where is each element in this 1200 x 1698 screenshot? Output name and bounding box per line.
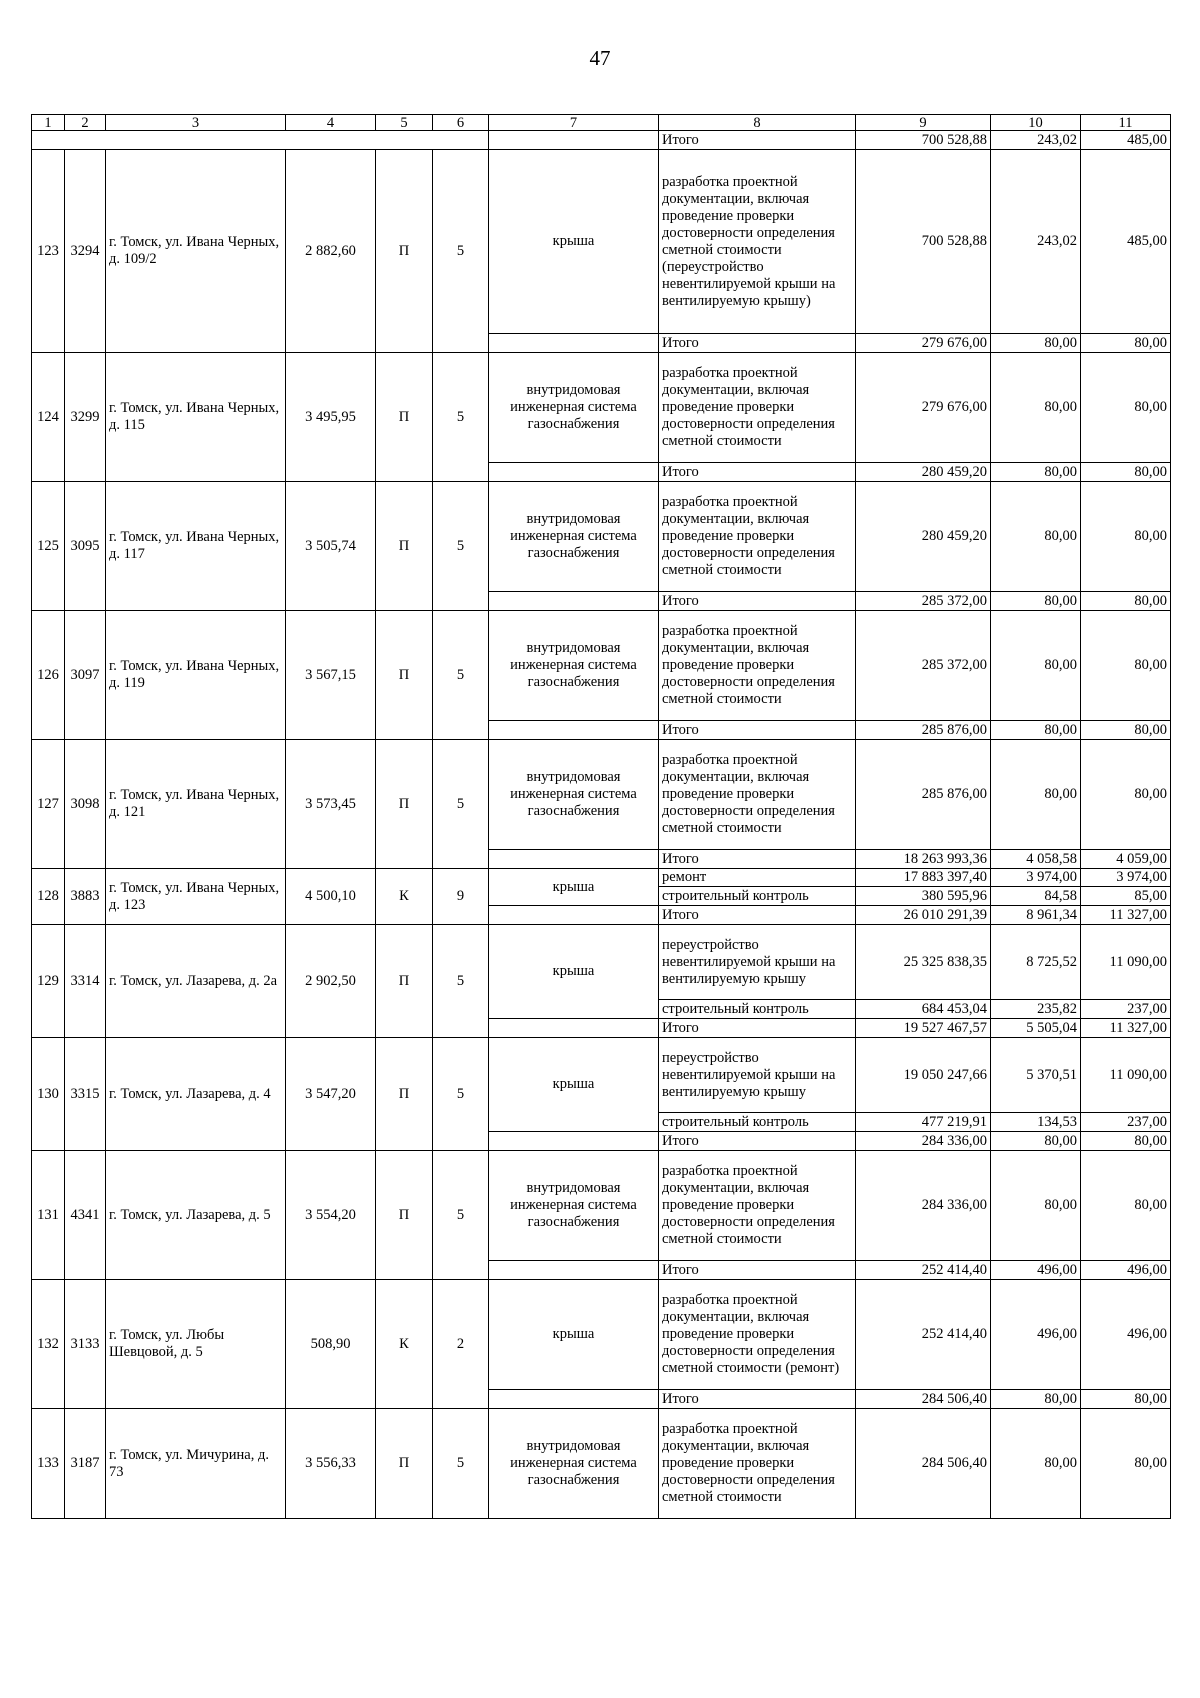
floors-cell: 5 (433, 1409, 489, 1519)
area-cell: 2 902,50 (286, 925, 376, 1038)
table-row (32, 611, 1171, 721)
empty-cell (489, 850, 659, 869)
header-cell: 7 (489, 115, 659, 131)
cost-cell: 284 506,40 (856, 1409, 991, 1519)
element-cell: внутридомовая инженерная система газоснабжения (489, 740, 659, 850)
cost-cell: 700 528,88 (856, 131, 991, 150)
wall-material-cell: П (376, 482, 433, 611)
work-type-cell: переустройство невентилируемой крыши на вентилируемую крышу (659, 925, 856, 1000)
house-code-cell: 3883 (65, 869, 106, 925)
wall-material-cell: П (376, 353, 433, 482)
work-type-cell: разработка проектной документации, включая проведение проверки достоверности определения сметной стоимости (659, 740, 856, 850)
unit-cost-cell: 4 058,58 (991, 850, 1081, 869)
unit-cost-cell: 80,00 (991, 611, 1081, 721)
house-code-cell: 3133 (65, 1280, 106, 1409)
area-cell: 3 556,33 (286, 1409, 376, 1519)
element-cell: крыша (489, 1038, 659, 1132)
page-number: 47 (589, 46, 611, 70)
row-number-cell: 123 (32, 150, 65, 353)
unit-cost-cell: 5 370,51 (991, 1038, 1081, 1113)
house-code-cell: 3315 (65, 1038, 106, 1151)
floors-cell: 2 (433, 1280, 489, 1409)
unit-cost-cell: 80,00 (991, 353, 1081, 463)
work-type-cell: строительный контроль (659, 887, 856, 906)
cost-cell: 279 676,00 (856, 353, 991, 463)
wall-material-cell: П (376, 925, 433, 1038)
work-type-cell: разработка проектной документации, включая проведение проверки достоверности определения сметной стоимости (659, 1151, 856, 1261)
element-cell: внутридомовая инженерная система газоснабжения (489, 482, 659, 592)
row-number-cell: 128 (32, 869, 65, 925)
cost-cell: 285 372,00 (856, 611, 991, 721)
address-cell: г. Томск, ул. Лазарева, д. 5 (106, 1151, 286, 1280)
itogo-row (32, 131, 1171, 150)
table-row (32, 1280, 1171, 1390)
header-cell: 1 (32, 115, 65, 131)
unit-cost-cell: 80,00 (991, 740, 1081, 850)
limit-cost-cell: 485,00 (1081, 131, 1171, 150)
table-row (32, 740, 1171, 850)
area-cell: 3 573,45 (286, 740, 376, 869)
area-cell: 3 567,15 (286, 611, 376, 740)
element-cell: внутридомовая инженерная система газоснабжения (489, 611, 659, 721)
work-type-cell: ремонт (659, 869, 856, 887)
address-cell: г. Томск, ул. Ивана Черных, д. 109/2 (106, 150, 286, 353)
empty-cell (489, 1390, 659, 1409)
address-cell: г. Томск, ул. Ивана Черных, д. 123 (106, 869, 286, 925)
unit-cost-cell: 243,02 (991, 131, 1081, 150)
limit-cost-cell: 11 327,00 (1081, 1019, 1171, 1038)
limit-cost-cell: 11 090,00 (1081, 1038, 1171, 1113)
limit-cost-cell: 80,00 (1081, 353, 1171, 463)
area-cell: 3 505,74 (286, 482, 376, 611)
empty-cell (489, 1132, 659, 1151)
limit-cost-cell: 85,00 (1081, 887, 1171, 906)
floors-cell: 5 (433, 150, 489, 353)
limit-cost-cell: 485,00 (1081, 150, 1171, 334)
limit-cost-cell: 80,00 (1081, 1132, 1171, 1151)
wall-material-cell: К (376, 869, 433, 925)
header-cell: 6 (433, 115, 489, 131)
cost-cell: 280 459,20 (856, 463, 991, 482)
cost-cell: 700 528,88 (856, 150, 991, 334)
address-cell: г. Томск, ул. Любы Шевцовой, д. 5 (106, 1280, 286, 1409)
wall-material-cell: П (376, 1038, 433, 1151)
cost-cell: 19 050 247,66 (856, 1038, 991, 1113)
cost-cell: 477 219,91 (856, 1113, 991, 1132)
limit-cost-cell: 4 059,00 (1081, 850, 1171, 869)
row-number-cell: 124 (32, 353, 65, 482)
house-code-cell: 3095 (65, 482, 106, 611)
cost-cell: 380 595,96 (856, 887, 991, 906)
table-row (32, 1151, 1171, 1261)
table-row (32, 925, 1171, 1000)
limit-cost-cell: 3 974,00 (1081, 869, 1171, 887)
data-table (31, 114, 1171, 1519)
house-code-cell: 3097 (65, 611, 106, 740)
work-type-cell: разработка проектной документации, включая проведение проверки достоверности определения сметной стоимости (переустройство невентилируемой крыши на вентилируемую крышу) (659, 150, 856, 334)
cost-cell: 285 372,00 (856, 592, 991, 611)
row-number-cell: 130 (32, 1038, 65, 1151)
row-number-cell: 129 (32, 925, 65, 1038)
limit-cost-cell: 80,00 (1081, 721, 1171, 740)
header-cell: 5 (376, 115, 433, 131)
header-cell: 10 (991, 115, 1081, 131)
limit-cost-cell: 80,00 (1081, 334, 1171, 353)
unit-cost-cell: 3 974,00 (991, 869, 1081, 887)
house-code-cell: 3299 (65, 353, 106, 482)
header-cell: 2 (65, 115, 106, 131)
itogo-label: Итого (659, 592, 856, 611)
cost-cell: 19 527 467,57 (856, 1019, 991, 1038)
unit-cost-cell: 8 961,34 (991, 906, 1081, 925)
cost-cell: 285 876,00 (856, 721, 991, 740)
limit-cost-cell: 11 327,00 (1081, 906, 1171, 925)
unit-cost-cell: 80,00 (991, 1390, 1081, 1409)
limit-cost-cell: 80,00 (1081, 611, 1171, 721)
itogo-label: Итого (659, 334, 856, 353)
limit-cost-cell: 80,00 (1081, 463, 1171, 482)
address-cell: г. Томск, ул. Ивана Черных, д. 115 (106, 353, 286, 482)
element-cell: крыша (489, 150, 659, 334)
work-type-cell: переустройство невентилируемой крыши на вентилируемую крышу (659, 1038, 856, 1113)
unit-cost-cell: 80,00 (991, 334, 1081, 353)
unit-cost-cell: 80,00 (991, 1409, 1081, 1519)
unit-cost-cell: 80,00 (991, 482, 1081, 592)
work-type-cell: разработка проектной документации, включая проведение проверки достоверности определения сметной стоимости (ремонт) (659, 1280, 856, 1390)
itogo-label: Итого (659, 721, 856, 740)
area-cell: 4 500,10 (286, 869, 376, 925)
header-cell: 9 (856, 115, 991, 131)
work-type-cell: разработка проектной документации, включая проведение проверки достоверности определения сметной стоимости (659, 611, 856, 721)
address-cell: г. Томск, ул. Лазарева, д. 4 (106, 1038, 286, 1151)
limit-cost-cell: 237,00 (1081, 1000, 1171, 1019)
address-cell: г. Томск, ул. Мичурина, д. 73 (106, 1409, 286, 1519)
wall-material-cell: К (376, 1280, 433, 1409)
area-cell: 2 882,60 (286, 150, 376, 353)
address-cell: г. Томск, ул. Ивана Черных, д. 119 (106, 611, 286, 740)
unit-cost-cell: 80,00 (991, 721, 1081, 740)
cost-cell: 279 676,00 (856, 334, 991, 353)
unit-cost-cell: 496,00 (991, 1280, 1081, 1390)
unit-cost-cell: 80,00 (991, 1132, 1081, 1151)
house-code-cell: 3098 (65, 740, 106, 869)
itogo-label: Итого (659, 1132, 856, 1151)
empty-cell (489, 592, 659, 611)
address-cell: г. Томск, ул. Лазарева, д. 2а (106, 925, 286, 1038)
cost-cell: 17 883 397,40 (856, 869, 991, 887)
limit-cost-cell: 496,00 (1081, 1280, 1171, 1390)
empty-cell (489, 334, 659, 353)
header-cell: 8 (659, 115, 856, 131)
header-cell: 4 (286, 115, 376, 131)
work-type-cell: разработка проектной документации, включая проведение проверки достоверности определения сметной стоимости (659, 353, 856, 463)
element-cell: крыша (489, 869, 659, 906)
table-row (32, 482, 1171, 592)
row-number-cell: 131 (32, 1151, 65, 1280)
empty-cell (489, 131, 659, 150)
floors-cell: 9 (433, 869, 489, 925)
unit-cost-cell: 235,82 (991, 1000, 1081, 1019)
row-number-cell: 132 (32, 1280, 65, 1409)
element-cell: внутридомовая инженерная система газоснабжения (489, 1409, 659, 1519)
cost-cell: 18 263 993,36 (856, 850, 991, 869)
empty-cell (489, 1261, 659, 1280)
limit-cost-cell: 80,00 (1081, 482, 1171, 592)
house-code-cell: 3187 (65, 1409, 106, 1519)
empty-cell (489, 463, 659, 482)
area-cell: 3 547,20 (286, 1038, 376, 1151)
address-cell: г. Томск, ул. Ивана Черных, д. 117 (106, 482, 286, 611)
work-type-cell: разработка проектной документации, включая проведение проверки достоверности определения сметной стоимости (659, 482, 856, 592)
work-type-cell: строительный контроль (659, 1000, 856, 1019)
empty-cell (489, 1019, 659, 1038)
wall-material-cell: П (376, 1151, 433, 1280)
limit-cost-cell: 496,00 (1081, 1261, 1171, 1280)
unit-cost-cell: 80,00 (991, 463, 1081, 482)
cost-cell: 284 336,00 (856, 1151, 991, 1261)
address-cell: г. Томск, ул. Ивана Черных, д. 121 (106, 740, 286, 869)
cost-cell: 284 506,40 (856, 1390, 991, 1409)
area-cell: 3 554,20 (286, 1151, 376, 1280)
element-cell: крыша (489, 1280, 659, 1390)
unit-cost-cell: 84,58 (991, 887, 1081, 906)
limit-cost-cell: 80,00 (1081, 1409, 1171, 1519)
element-cell: крыша (489, 925, 659, 1019)
floors-cell: 5 (433, 611, 489, 740)
table-row (32, 1038, 1171, 1113)
house-code-cell: 4341 (65, 1151, 106, 1280)
unit-cost-cell: 496,00 (991, 1261, 1081, 1280)
column-number-header (32, 115, 1171, 131)
itogo-label: Итого (659, 1261, 856, 1280)
cost-cell: 26 010 291,39 (856, 906, 991, 925)
limit-cost-cell: 80,00 (1081, 592, 1171, 611)
itogo-label: Итого (659, 1390, 856, 1409)
floors-cell: 5 (433, 1151, 489, 1280)
cost-cell: 285 876,00 (856, 740, 991, 850)
unit-cost-cell: 5 505,04 (991, 1019, 1081, 1038)
limit-cost-cell: 80,00 (1081, 1390, 1171, 1409)
floors-cell: 5 (433, 482, 489, 611)
unit-cost-cell: 8 725,52 (991, 925, 1081, 1000)
row-number-cell: 133 (32, 1409, 65, 1519)
floors-cell: 5 (433, 925, 489, 1038)
header-cell: 11 (1081, 115, 1171, 131)
unit-cost-cell: 134,53 (991, 1113, 1081, 1132)
table-row (32, 150, 1171, 334)
house-code-cell: 3294 (65, 150, 106, 353)
row-number-cell: 125 (32, 482, 65, 611)
itogo-label: Итого (659, 850, 856, 869)
house-code-cell: 3314 (65, 925, 106, 1038)
empty-cell (489, 721, 659, 740)
cost-cell: 25 325 838,35 (856, 925, 991, 1000)
wall-material-cell: П (376, 1409, 433, 1519)
wall-material-cell: П (376, 740, 433, 869)
empty-cell (32, 131, 489, 150)
cost-cell: 684 453,04 (856, 1000, 991, 1019)
unit-cost-cell: 80,00 (991, 1151, 1081, 1261)
row-number-cell: 126 (32, 611, 65, 740)
limit-cost-cell: 237,00 (1081, 1113, 1171, 1132)
header-cell: 3 (106, 115, 286, 131)
unit-cost-cell: 80,00 (991, 592, 1081, 611)
table-row (32, 353, 1171, 463)
empty-cell (489, 906, 659, 925)
cost-cell: 284 336,00 (856, 1132, 991, 1151)
itogo-label: Итого (659, 463, 856, 482)
work-type-cell: разработка проектной документации, включая проведение проверки достоверности определения сметной стоимости (659, 1409, 856, 1519)
itogo-label: Итого (659, 131, 856, 150)
row-number-cell: 127 (32, 740, 65, 869)
itogo-label: Итого (659, 906, 856, 925)
wall-material-cell: П (376, 611, 433, 740)
limit-cost-cell: 80,00 (1081, 740, 1171, 850)
limit-cost-cell: 11 090,00 (1081, 925, 1171, 1000)
element-cell: внутридомовая инженерная система газоснабжения (489, 353, 659, 463)
wall-material-cell: П (376, 150, 433, 353)
limit-cost-cell: 80,00 (1081, 1151, 1171, 1261)
table-row (32, 1409, 1171, 1519)
itogo-label: Итого (659, 1019, 856, 1038)
floors-cell: 5 (433, 740, 489, 869)
floors-cell: 5 (433, 353, 489, 482)
element-cell: внутридомовая инженерная система газоснабжения (489, 1151, 659, 1261)
work-type-cell: строительный контроль (659, 1113, 856, 1132)
table-row (32, 869, 1171, 887)
cost-cell: 252 414,40 (856, 1280, 991, 1390)
unit-cost-cell: 243,02 (991, 150, 1081, 334)
floors-cell: 5 (433, 1038, 489, 1151)
area-cell: 508,90 (286, 1280, 376, 1409)
cost-cell: 280 459,20 (856, 482, 991, 592)
area-cell: 3 495,95 (286, 353, 376, 482)
cost-cell: 252 414,40 (856, 1261, 991, 1280)
